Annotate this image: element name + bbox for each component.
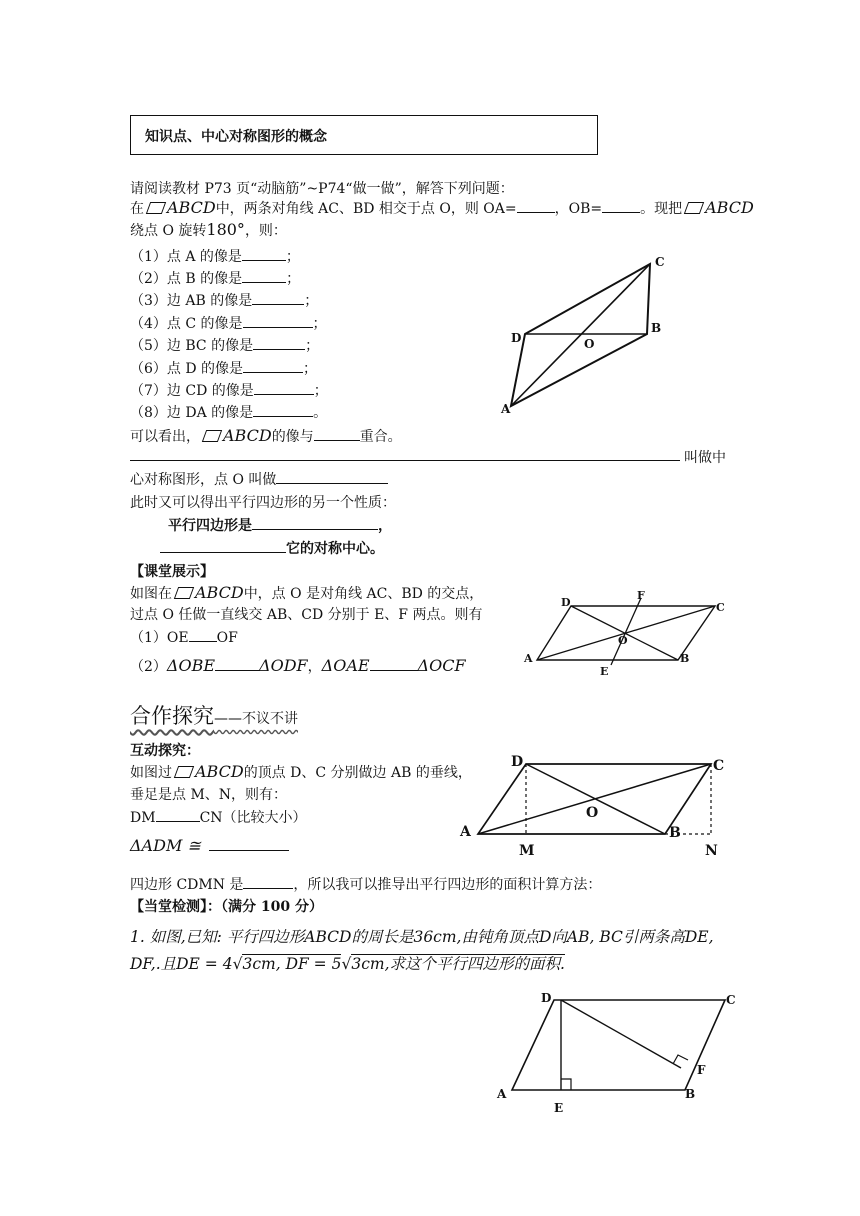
answer-blank[interactable]: [242, 246, 286, 261]
question-text: （1）点 A 的像是: [130, 249, 242, 265]
property-intro: 此时又可以得出平行四边形的另一个性质：: [130, 495, 396, 511]
property-pre: 平行四边形是: [168, 518, 252, 534]
fig1-label-a: A: [501, 402, 511, 416]
problem-line-2: [130, 952, 565, 974]
parallelogram-icon: [146, 202, 166, 214]
period: 。: [313, 405, 328, 421]
show-line-1: [130, 583, 483, 603]
triangle-ocf: ΔOCF: [417, 656, 466, 675]
observe-line: [130, 426, 402, 446]
triangle-odf: ΔODF: [259, 656, 308, 675]
semicolon: ；: [304, 293, 319, 309]
figure-parallelogram-rotation: [495, 250, 685, 420]
line1-mid: 中，两条对角线 AC、BD 相交于点 O，则 OA=: [215, 201, 517, 217]
interactive-line-1: [130, 762, 472, 782]
answer-blank[interactable]: [276, 469, 388, 484]
answer-blank[interactable]: [253, 335, 305, 350]
answer-blank[interactable]: [189, 627, 217, 642]
line1-ob: ，OB=: [554, 201, 603, 217]
answer-blank[interactable]: [243, 874, 293, 889]
question-6: [130, 358, 317, 378]
interactive-title: 互动探究：: [130, 743, 200, 759]
fig4-label-d: D: [541, 991, 552, 1005]
interactive-pre: 如图过: [130, 765, 172, 781]
fig3-label-b: B: [669, 825, 681, 841]
show-pre: 如图在: [130, 586, 172, 602]
q1-pre: （1）OE: [130, 630, 189, 646]
sqrt-icon: √: [341, 955, 352, 973]
problem-df: 3cm, DF = 5: [242, 955, 342, 973]
problem-post: 3cm,求这个平行四边形的面积.: [351, 955, 565, 973]
fig4-label-b: B: [685, 1087, 696, 1101]
angle-label: 180°: [206, 220, 245, 239]
answer-blank[interactable]: [160, 538, 286, 553]
question-text: （7）边 CD 的像是: [130, 383, 254, 399]
cdmn-post: ，所以我可以推导出平行四边形的面积计算方法：: [293, 877, 602, 893]
line1-post: 。现把: [640, 201, 683, 217]
fig2-label-d: D: [561, 596, 571, 609]
fig2-label-a: A: [524, 652, 533, 665]
section-header-box: [130, 115, 598, 155]
center-def-text: 心对称图形，点 O 叫做: [130, 472, 277, 488]
line2-pre: 绕点 O 旋转: [130, 223, 207, 239]
check-title: 【当堂检测】：（满分 100 分）: [130, 899, 323, 915]
oa-blank[interactable]: [517, 198, 555, 213]
show-q2: [130, 656, 466, 676]
answer-blank[interactable]: [252, 290, 304, 305]
answer-blank[interactable]: [243, 313, 313, 328]
observe-post: 重合。: [359, 429, 402, 445]
interactive-line-4: [130, 836, 289, 855]
problem-line-1: 1. 如图,已知: 平行四边形ABCD的周长是36cm,由钝角顶点D向AB, BC引两条高DE,: [130, 928, 714, 946]
question-1: [130, 246, 300, 266]
fig4-label-c: C: [726, 993, 736, 1007]
property-post: ，: [378, 518, 392, 534]
cn-label: CN（比较大小）: [199, 810, 307, 826]
interactive-line-3: [130, 807, 307, 827]
triangle-oae: ΔOAE: [321, 656, 370, 675]
question-text: （2）点 B 的像是: [130, 271, 243, 287]
fig3-label-c: C: [713, 758, 725, 774]
abcd-label: ABCD: [195, 583, 244, 602]
line-rotate: [130, 220, 287, 240]
line-oa-ob: [130, 198, 754, 218]
fig4-label-f: F: [697, 1063, 706, 1077]
interactive-line-5: [130, 874, 601, 894]
ob-blank[interactable]: [602, 198, 640, 213]
question-5: [130, 335, 319, 355]
semicolon: ；: [285, 249, 300, 265]
parallelogram-icon: [174, 587, 194, 599]
fig1-label-b: B: [651, 321, 662, 335]
fig2-label-e: E: [600, 665, 609, 678]
answer-blank[interactable]: [209, 836, 289, 851]
definition-right: 叫做中: [684, 450, 726, 466]
abcd-label: ABCD: [705, 198, 754, 217]
parallelogram-icon: [684, 202, 704, 214]
question-text: （6）点 D 的像是: [130, 361, 244, 377]
line2-post: ，则：: [244, 223, 287, 239]
show-q1: [130, 627, 238, 647]
answer-blank[interactable]: [370, 656, 418, 671]
answer-blank[interactable]: [156, 807, 200, 822]
center-def-line: [130, 469, 388, 489]
fig3-label-d: D: [511, 754, 524, 770]
semicolon: ；: [305, 338, 320, 354]
fig2-label-f: F: [637, 589, 645, 602]
abcd-label: ABCD: [167, 198, 216, 217]
answer-blank[interactable]: [243, 358, 303, 373]
abcd-label: ABCD: [223, 426, 272, 445]
show-post: 中，点 O 是对角线 AC、BD 的交点，: [243, 586, 484, 602]
question-text: （4）点 C 的像是: [130, 316, 243, 332]
sqrt-icon: √: [232, 955, 243, 973]
interactive-line-2: 垂足是点 M、N，则有：: [130, 787, 288, 803]
fig2-label-b: B: [680, 652, 690, 665]
fig1-label-o: O: [584, 337, 595, 351]
triangle-obe: ΔOBE: [166, 656, 216, 675]
parallelogram-icon: [174, 766, 194, 778]
coop-section: [130, 700, 298, 730]
answer-blank[interactable]: [254, 380, 314, 395]
fig3-label-a: A: [460, 824, 471, 840]
fig3-label-m: M: [519, 843, 535, 859]
question-7: [130, 380, 328, 400]
semicolon: ；: [286, 271, 301, 287]
show-line-2: 过点 O 任做一直线交 AB、CD 分别于 E、F 两点。则有: [130, 607, 483, 623]
question-text: （3）边 AB 的像是: [130, 293, 253, 309]
triangle-adm: ΔADM ≅: [130, 836, 201, 855]
fig4-label-e: E: [554, 1101, 564, 1115]
definition-blank[interactable]: [130, 460, 680, 461]
question-4: [130, 313, 327, 333]
fig2-label-c: C: [716, 601, 725, 614]
property-line-2: [160, 538, 384, 558]
parallelogram-icon: [202, 430, 222, 442]
answer-blank[interactable]: [253, 402, 313, 417]
observe-mid: 的像与: [271, 429, 314, 445]
property-line-1: [168, 515, 392, 535]
coop-title: 合作探究: [130, 704, 214, 728]
interactive-post: 的顶点 D、C 分别做边 AB 的垂线，: [243, 765, 472, 781]
fig3-label-o: O: [586, 805, 599, 821]
answer-blank[interactable]: [314, 426, 360, 441]
fig1-label-d: D: [511, 331, 522, 345]
semicolon: ；: [303, 361, 318, 377]
question-text: （8）边 DA 的像是: [130, 405, 254, 421]
fig2-label-o: O: [618, 634, 628, 647]
section-class-show: 【课堂展示】: [130, 564, 214, 580]
comma: ，: [307, 659, 322, 675]
semicolon: ；: [312, 316, 327, 332]
property-post-2: 它的对称中心。: [286, 541, 384, 557]
q2-pre: （2）: [130, 659, 167, 675]
intro-text: 请阅读教材 P73 页“动脑筋”~P74“做一做”，解答下列问题：: [130, 181, 514, 197]
dm-label: DM: [130, 810, 156, 826]
coop-sub: ——不议不讲: [214, 711, 298, 727]
question-8: [130, 402, 327, 422]
fig3-label-n: N: [705, 843, 718, 859]
question-3: [130, 290, 318, 310]
q1-post: OF: [216, 630, 238, 646]
line1-pre: 在: [130, 201, 144, 217]
question-text: （5）边 BC 的像是: [130, 338, 254, 354]
abcd-label: ABCD: [195, 762, 244, 781]
figure-parallelogram-cdmn: [455, 750, 730, 860]
cdmn-pre: 四边形 CDMN 是: [130, 877, 244, 893]
figure-parallelogram-heights: [490, 988, 750, 1123]
problem-de: DF,.且DE = 4: [130, 955, 233, 973]
figure-parallelogram-ef: [515, 585, 735, 680]
section-header-title: 知识点、中心对称图形的概念: [145, 129, 327, 145]
observe-pre: 可以看出，: [130, 429, 200, 445]
answer-blank[interactable]: [215, 656, 259, 671]
answer-blank[interactable]: [252, 515, 378, 530]
fig4-label-a: A: [497, 1087, 507, 1101]
fig1-label-c: C: [655, 255, 665, 269]
semicolon: ；: [313, 383, 328, 399]
question-2: [130, 268, 300, 288]
answer-blank[interactable]: [242, 268, 286, 283]
